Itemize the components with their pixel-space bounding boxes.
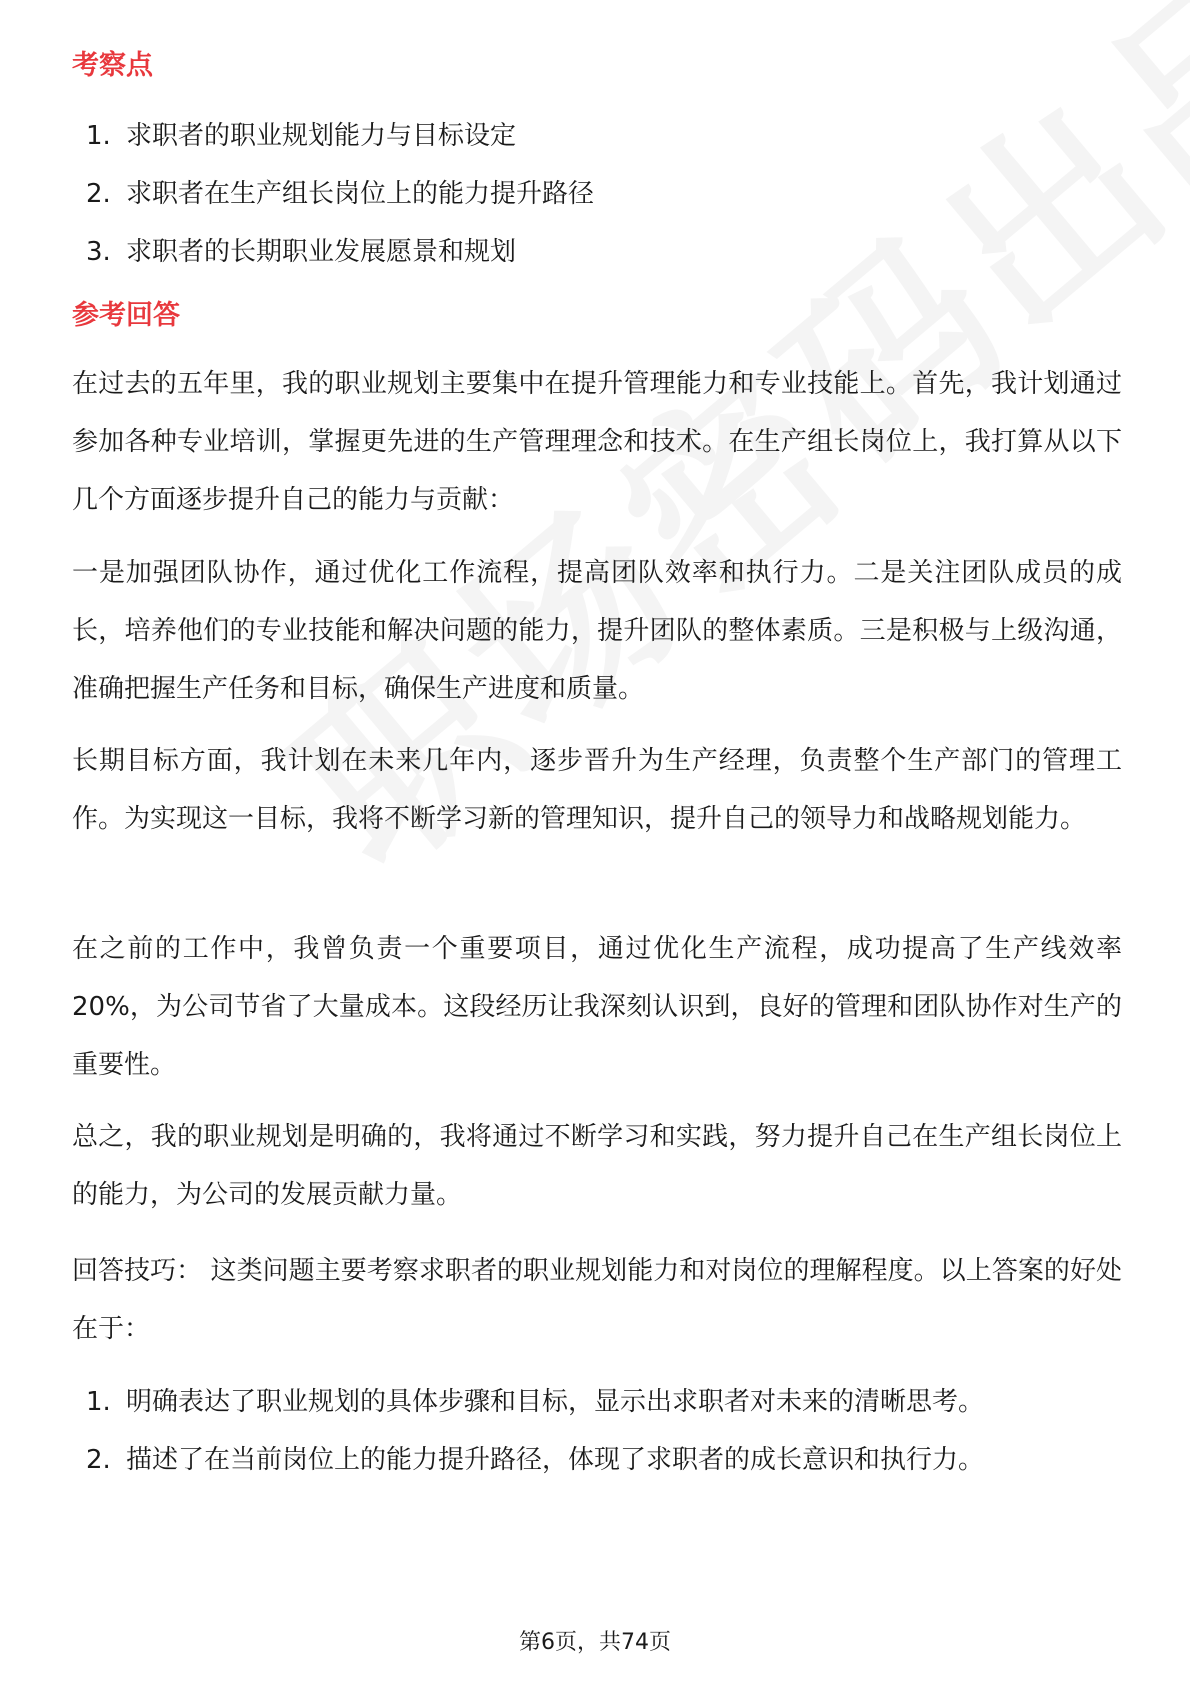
list-item-number: 1.: [86, 1387, 111, 1417]
paragraph: 在过去的五年里，我的职业规划主要集中在提升管理能力和专业技能上。首先，我计划通过参加各种专业培训，掌握更先进的生产管理理念和技术。在生产组长岗位上，我打算从以下几个方面逐步提升自己的能力与贡献：: [72, 369, 1122, 515]
list-item: [72, 174, 1122, 214]
paragraph: 回答技巧： 这类问题主要考察求职者的职业规划能力和对岗位的理解程度。以上答案的好处在于：: [72, 1256, 1122, 1344]
list-item: [72, 1440, 1122, 1480]
list-item-text: 求职者的职业规划能力与目标设定: [126, 121, 517, 151]
list-item: [72, 1382, 1122, 1422]
heading-answer: 参考回答: [72, 300, 180, 331]
list-item-number: 2.: [86, 179, 111, 209]
list-item-text: 描述了在当前岗位上的能力提升路径，体现了求职者的成长意识和执行力。: [126, 1445, 985, 1475]
list-item-number: 1.: [86, 121, 111, 151]
page-footer: 第6页，共74页: [519, 1630, 671, 1655]
kaochadian-list: [72, 116, 1122, 290]
heading-kaochadian: 考察点: [72, 50, 153, 81]
list-item: [72, 232, 1122, 272]
paragraph: 在之前的工作中，我曾负责一个重要项目，通过优化生产流程，成功提高了生产线效率20%，为公司节省了大量成本。这段经历让我深刻认识到，良好的管理和团队协作对生产的重要性。: [72, 934, 1122, 1080]
paragraph: 一是加强团队协作，通过优化工作流程，提高团队效率和执行力。二是关注团队成员的成长，培养他们的专业技能和解决问题的能力，提升团队的整体素质。三是积极与上级沟通，准确把握生产任务和目标，确保生产进度和质量。: [72, 558, 1122, 704]
list-item-text: 求职者的长期职业发展愿景和规划: [126, 237, 517, 267]
paragraph: 长期目标方面，我计划在未来几年内，逐步晋升为生产经理，负责整个生产部门的管理工作。为实现这一目标，我将不断学习新的管理知识，提升自己的领导力和战略规划能力。: [72, 746, 1122, 834]
list-item-number: 3.: [86, 237, 111, 267]
tips-list: [72, 1382, 1122, 1498]
list-item-text: 求职者在生产组长岗位上的能力提升路径: [126, 179, 595, 209]
list-item-number: 2.: [86, 1445, 111, 1475]
paragraph: 总之，我的职业规划是明确的，我将通过不断学习和实践，努力提升自己在生产组长岗位上的能力，为公司的发展贡献力量。: [72, 1122, 1122, 1210]
list-item: [72, 116, 1122, 156]
list-item-text: 明确表达了职业规划的具体步骤和目标，显示出求职者对未来的清晰思考。: [126, 1387, 985, 1417]
